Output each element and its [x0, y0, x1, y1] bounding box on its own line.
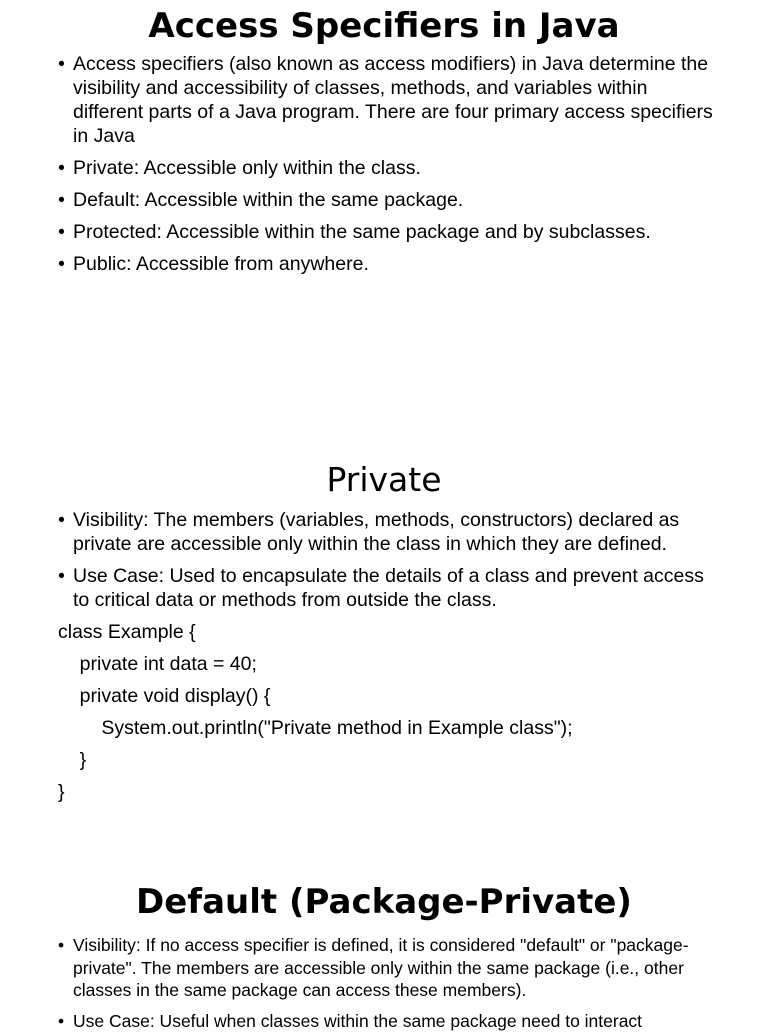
code-line: } — [58, 748, 573, 780]
slide1-title: Access Specifiers in Java — [0, 6, 768, 46]
code-line: class Example { — [58, 620, 573, 652]
list-item: • Access specifiers (also known as access modifiers) in Java determine the visibility and accessibility of classes, methods, and variables within different parts of a Java program. There are four primary access specifiers in Java — [58, 52, 718, 148]
slide2-bullet-list — [58, 508, 718, 612]
code-line: private void display() { — [58, 684, 573, 716]
code-line: } — [58, 780, 573, 812]
code-line: System.out.println("Private method in Example class"); — [58, 716, 573, 748]
list-item: • Use Case: Useful when classes within the same package need to interact — [58, 1010, 718, 1032]
code-line: private int data = 40; — [58, 652, 573, 684]
code-block — [58, 620, 573, 812]
list-item: • Visibility: If no access specifier is defined, it is considered "default" or "package-private". The members are accessible only within the same package (i.e., other classes in the same package can access these members). — [58, 934, 718, 1002]
slide3-bullet-list — [58, 934, 718, 1032]
list-item: • Default: Accessible within the same package. — [58, 188, 718, 212]
list-item: • Visibility: The members (variables, methods, constructors) declared as private are accessible only within the class in which they are defined. — [58, 508, 718, 556]
slide2-title: Private — [0, 460, 768, 500]
slide1-bullet-list — [58, 52, 718, 276]
slide3-title: Default (Package-Private) — [0, 882, 768, 922]
list-item: • Use Case: Used to encapsulate the details of a class and prevent access to critical data or methods from outside the class. — [58, 564, 718, 612]
list-item: • Protected: Accessible within the same package and by subclasses. — [58, 220, 718, 244]
list-item: • Public: Accessible from anywhere. — [58, 252, 718, 276]
list-item: • Private: Accessible only within the class. — [58, 156, 718, 180]
